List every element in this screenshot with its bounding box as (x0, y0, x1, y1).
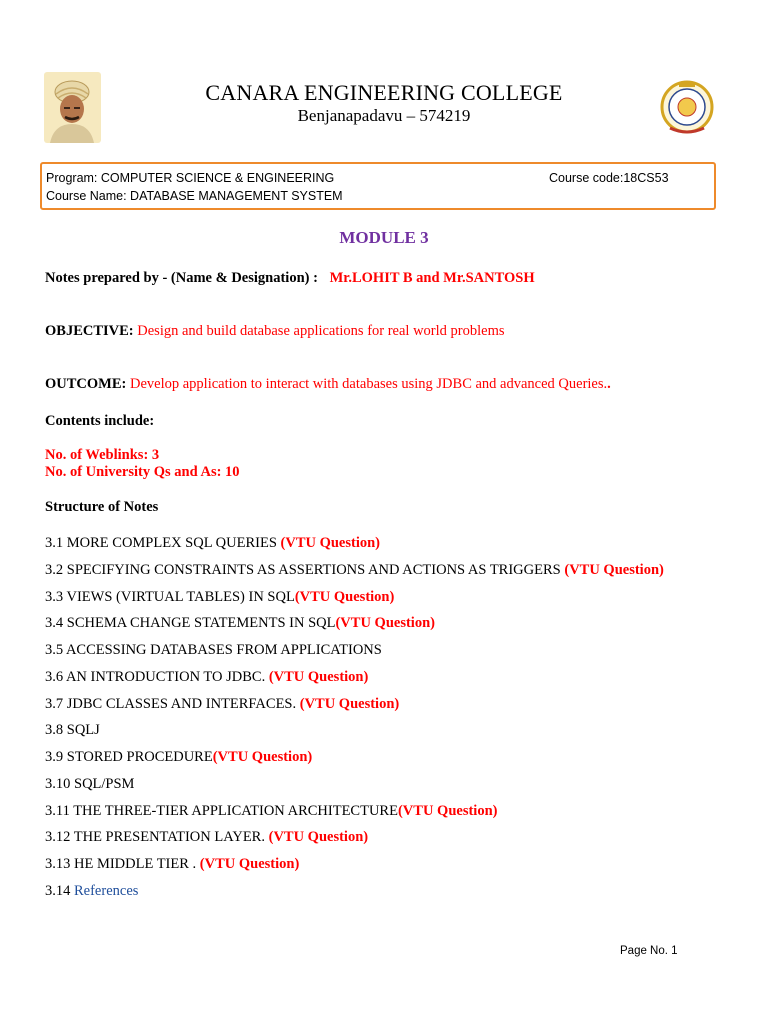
toc-item (45, 829, 368, 846)
outcome-label: OUTCOME: (45, 376, 127, 392)
toc-item-text: 3.2 SPECIFYING CONSTRAINTS AS ASSERTIONS AND ACTIONS AS TRIGGERS (45, 562, 565, 578)
toc-item-tag: (VTU Question) (294, 589, 395, 605)
toc-item-text: 3.4 SCHEMA CHANGE STATEMENTS IN SQL (45, 615, 336, 631)
toc-item-tag: (VTU Question) (564, 562, 664, 578)
toc-item (45, 669, 368, 686)
notes-authors: Mr.LOHIT B and Mr.SANTOSH (329, 270, 535, 286)
page-number: Page No. 1 (620, 945, 678, 957)
toc-item-text: 3.6 AN INTRODUCTION TO JDBC. (45, 669, 269, 685)
toc-item-text: 3.8 SQLJ (45, 722, 100, 738)
toc-item-number: 3.14 (45, 883, 74, 899)
objective-line (45, 323, 505, 340)
toc-item (45, 642, 382, 659)
toc-item (45, 562, 664, 579)
objective-text: Design and build database applications for real world problems (137, 323, 505, 339)
toc-item-text: 3.13 HE MIDDLE TIER . (45, 856, 200, 872)
toc-item-text: 3.3 VIEWS (VIRTUAL TABLES) IN SQL (45, 589, 295, 605)
toc-item-text: 3.12 THE PRESENTATION LAYER. (45, 829, 269, 845)
outcome-suffix: . (607, 376, 611, 392)
program-label: Program: COMPUTER SCIENCE & ENGINEERING (46, 171, 335, 185)
toc-item (45, 615, 435, 632)
toc-item-tag: (VTU Question) (280, 535, 381, 551)
toc-item-text: 3.11 THE THREE-TIER APPLICATION ARCHITECTURE (45, 803, 398, 819)
college-address: Benjanapadavu – 574219 (297, 106, 471, 125)
college-name: CANARA ENGINEERING COLLEGE (205, 80, 563, 105)
toc-item-text: 3.1 MORE COMPLEX SQL QUERIES (45, 535, 281, 551)
course-name: Course Name: DATABASE MANAGEMENT SYSTEM (46, 189, 343, 203)
structure-label: Structure of Notes (45, 499, 159, 515)
course-code: Course code:18CS53 (549, 171, 669, 185)
toc-item-tag: (VTU Question) (335, 615, 435, 631)
toc-item-text: 3.5 ACCESSING DATABASES FROM APPLICATIONS (45, 642, 382, 658)
toc-item-tag: (VTU Question) (397, 803, 498, 819)
toc-item (45, 776, 134, 793)
toc-item (45, 856, 299, 873)
toc-item (45, 589, 394, 606)
contents-label: Contents include: (45, 413, 155, 429)
references-link[interactable]: References (74, 883, 139, 899)
toc-item-text: 3.9 STORED PROCEDURE (45, 749, 213, 765)
toc-item-tag: (VTU Question) (199, 856, 300, 872)
notes-prepared-by (45, 270, 535, 287)
toc-item-text: 3.7 JDBC CLASSES AND INTERFACES. (45, 696, 300, 712)
toc-item (45, 749, 312, 766)
toc-item-tag: (VTU Question) (212, 749, 313, 765)
toc-item (45, 803, 497, 820)
objective-label: OBJECTIVE: (45, 323, 134, 339)
toc-item (45, 722, 100, 739)
weblinks-count: No. of Weblinks: 3 (45, 447, 160, 463)
course-info-box (40, 162, 716, 210)
toc-item-tag: (VTU Question) (299, 696, 400, 712)
outcome-text: Develop application to interact with databases using JDBC and advanced Queries. (129, 376, 608, 392)
toc-item-references (45, 883, 138, 900)
outcome-line (45, 376, 611, 393)
toc-item-tag: (VTU Question) (268, 669, 369, 685)
notes-label: Notes prepared by - (Name & Designation) : (45, 270, 318, 286)
toc-item (45, 696, 399, 713)
toc-item (45, 535, 380, 552)
toc-item-tag: (VTU Question) (268, 829, 369, 845)
university-qs-count: No. of University Qs and As: 10 (45, 464, 240, 480)
toc-item-text: 3.10 SQL/PSM (45, 776, 135, 792)
module-title: MODULE 3 (339, 228, 429, 247)
